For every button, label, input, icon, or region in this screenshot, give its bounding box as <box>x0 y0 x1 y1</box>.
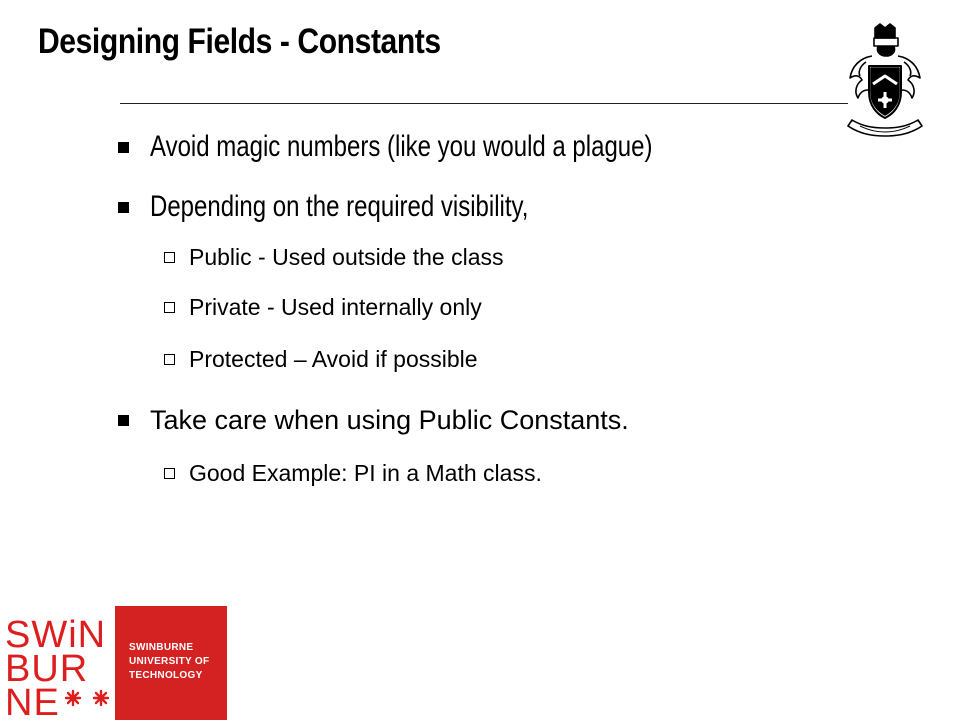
hollow-square-bullet-icon <box>164 354 175 365</box>
swinburne-wordmark-logo <box>0 606 115 724</box>
sub-bullet-text: Good Example: PI in a Math class. <box>189 459 542 486</box>
square-bullet-icon <box>118 142 129 153</box>
bullet-text: Depending on the required visibility, <box>150 190 529 223</box>
sub-bullet-item <box>164 244 504 270</box>
square-bullet-icon <box>118 415 129 426</box>
sub-bullet-text: Public - Used outside the class <box>189 243 504 270</box>
wordmark-line: SWiN <box>5 614 107 656</box>
bullet-item <box>118 132 778 162</box>
sub-bullet-item <box>164 460 542 486</box>
sub-bullet-item <box>164 346 478 372</box>
sub-bullet-item <box>164 294 482 320</box>
bullet-text: Avoid magic numbers (like you would a plague) <box>150 130 653 163</box>
star-icon <box>92 689 110 707</box>
star-icon <box>64 689 82 707</box>
hollow-square-bullet-icon <box>164 252 175 263</box>
university-name-line: SWINBURNE <box>129 642 194 653</box>
wordmark-line: NE <box>5 682 60 724</box>
university-name-line: TECHNOLOGY <box>129 670 203 681</box>
wordmark-line: BUR <box>5 648 89 690</box>
university-name-panel <box>115 606 227 720</box>
hollow-square-bullet-icon <box>164 468 175 479</box>
sub-bullet-text: Private - Used internally only <box>189 293 482 320</box>
bullet-text: Take care when using Public Constants. <box>150 404 629 435</box>
square-bullet-icon <box>118 202 129 213</box>
slide-title: Designing Fields - Constants <box>38 22 441 61</box>
bullet-item <box>118 192 623 222</box>
university-name-line: UNIVERSITY OF <box>129 656 210 667</box>
sub-bullet-text: Protected – Avoid if possible <box>189 345 478 372</box>
bullet-item <box>118 404 629 436</box>
hollow-square-bullet-icon <box>164 302 175 313</box>
